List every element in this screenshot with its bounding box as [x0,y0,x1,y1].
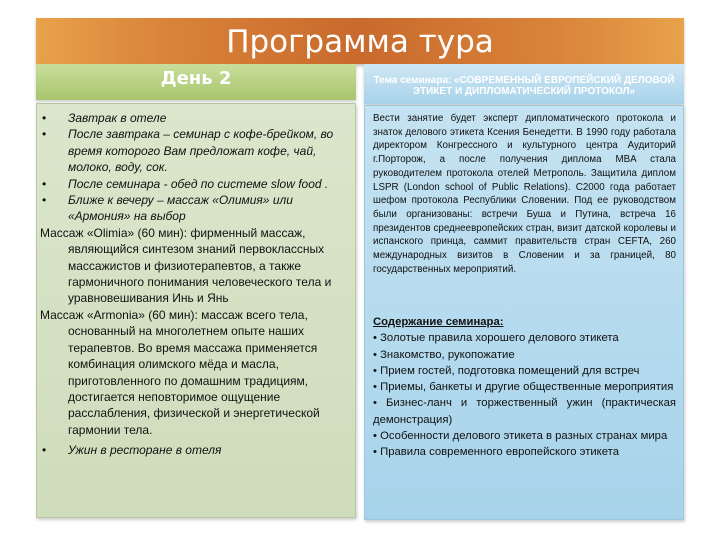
program-item: • После завтрака – семинар с кофе-брейком, во время которого Вам предложат кофе, чай, молоко, воду, сок. [40,126,352,175]
program-item: • Ужин в ресторане в отеля [40,442,352,458]
massage-armonia-text: (60 мин): массаж всего тела, основанный на многолетнем опыте наших терапевтов. Во время массажа применяется комбинация олимского мёда и масла, приготовленного по домашним традициям, достигается неповторимое ощущение расслабления, физической и энергетической гармонии тела. [68,307,320,437]
seminar-content [373,314,676,461]
massage-armonia [40,307,352,438]
seminar-topic: Тема семинара: «СОВРЕМЕННЫЙ ЕВРОПЕЙСКИЙ ДЕЛОВОЙ ЭТИКЕТ И ДИПЛОМАТИЧЕСКИЙ ПРОТОКОЛ» [373,75,675,97]
page-title: Программа тура [226,24,494,60]
program-item: • После семинара - обед по системе slow food . [40,176,352,192]
massage-olimia-title: Массаж «Olimia» [40,225,135,240]
title-bar [36,18,684,64]
day-program-text [40,110,352,459]
day-program-panel [36,103,356,518]
seminar-content-item: • Прием гостей, подготовка помещений для встреч [373,364,640,377]
seminar-content-item: • Правила современного европейского этикета [373,446,619,459]
seminar-content-item: • Приемы, банкеты и другие общественные мероприятия [373,381,674,394]
seminar-content-item: • Золотые правила хорошего делового этикета [373,332,619,345]
seminar-panel [364,105,684,520]
seminar-content-item: • Особенности делового этикета в разных странах мира [373,430,668,443]
seminar-content-item: • Бизнес-ланч и торжественный ужин (практическая демонстрация) [373,397,676,426]
seminar-content-title: Содержание семинара: [373,316,504,328]
massage-armonia-title: Массаж «Armonia» [40,307,145,322]
day-heading-bar [36,64,356,100]
program-item: • Завтрак в отеле [40,110,352,126]
massage-olimia [40,225,352,307]
day-heading: День 2 [160,68,232,89]
seminar-heading-bar [364,64,684,104]
program-item: • Ближе к вечеру – массаж «Олимия» или «Армония» на выбор [40,192,352,225]
speaker-bio: Вести занятие будет эксперт дипломатического протокола и знаток делового этикета Ксения Бенедетти. В 1990 году работала директором Конгрессного и культурного центра Аудиторий г.Порторож, а после получения диплома MBA стала руководителем протокола отелей Метрополь. Защитила диплом LSPR (London school of Public Relations). С2000 года работает шефом протокола Республики Словении. Под ее руководством были организованы: встречи Буша и Путина, встреча 16 президентов среднеевропейских стран, визит датской королевы и испанского принца, саммит правительств стран CEFTA, 260 международных визитов в Словении и за границей, 80 государственных мероприятий. [373,113,676,275]
massage-olimia-text: (60 мин): фирменный массаж, являющийся синтезом знаний первоклассных массажистов и физиотерапевтов, а также гармоничного понимания человеческого тела и уравновешивания Инь и Янь [68,225,332,306]
seminar-content-item: • Знакомство, рукопожатие [373,348,515,361]
